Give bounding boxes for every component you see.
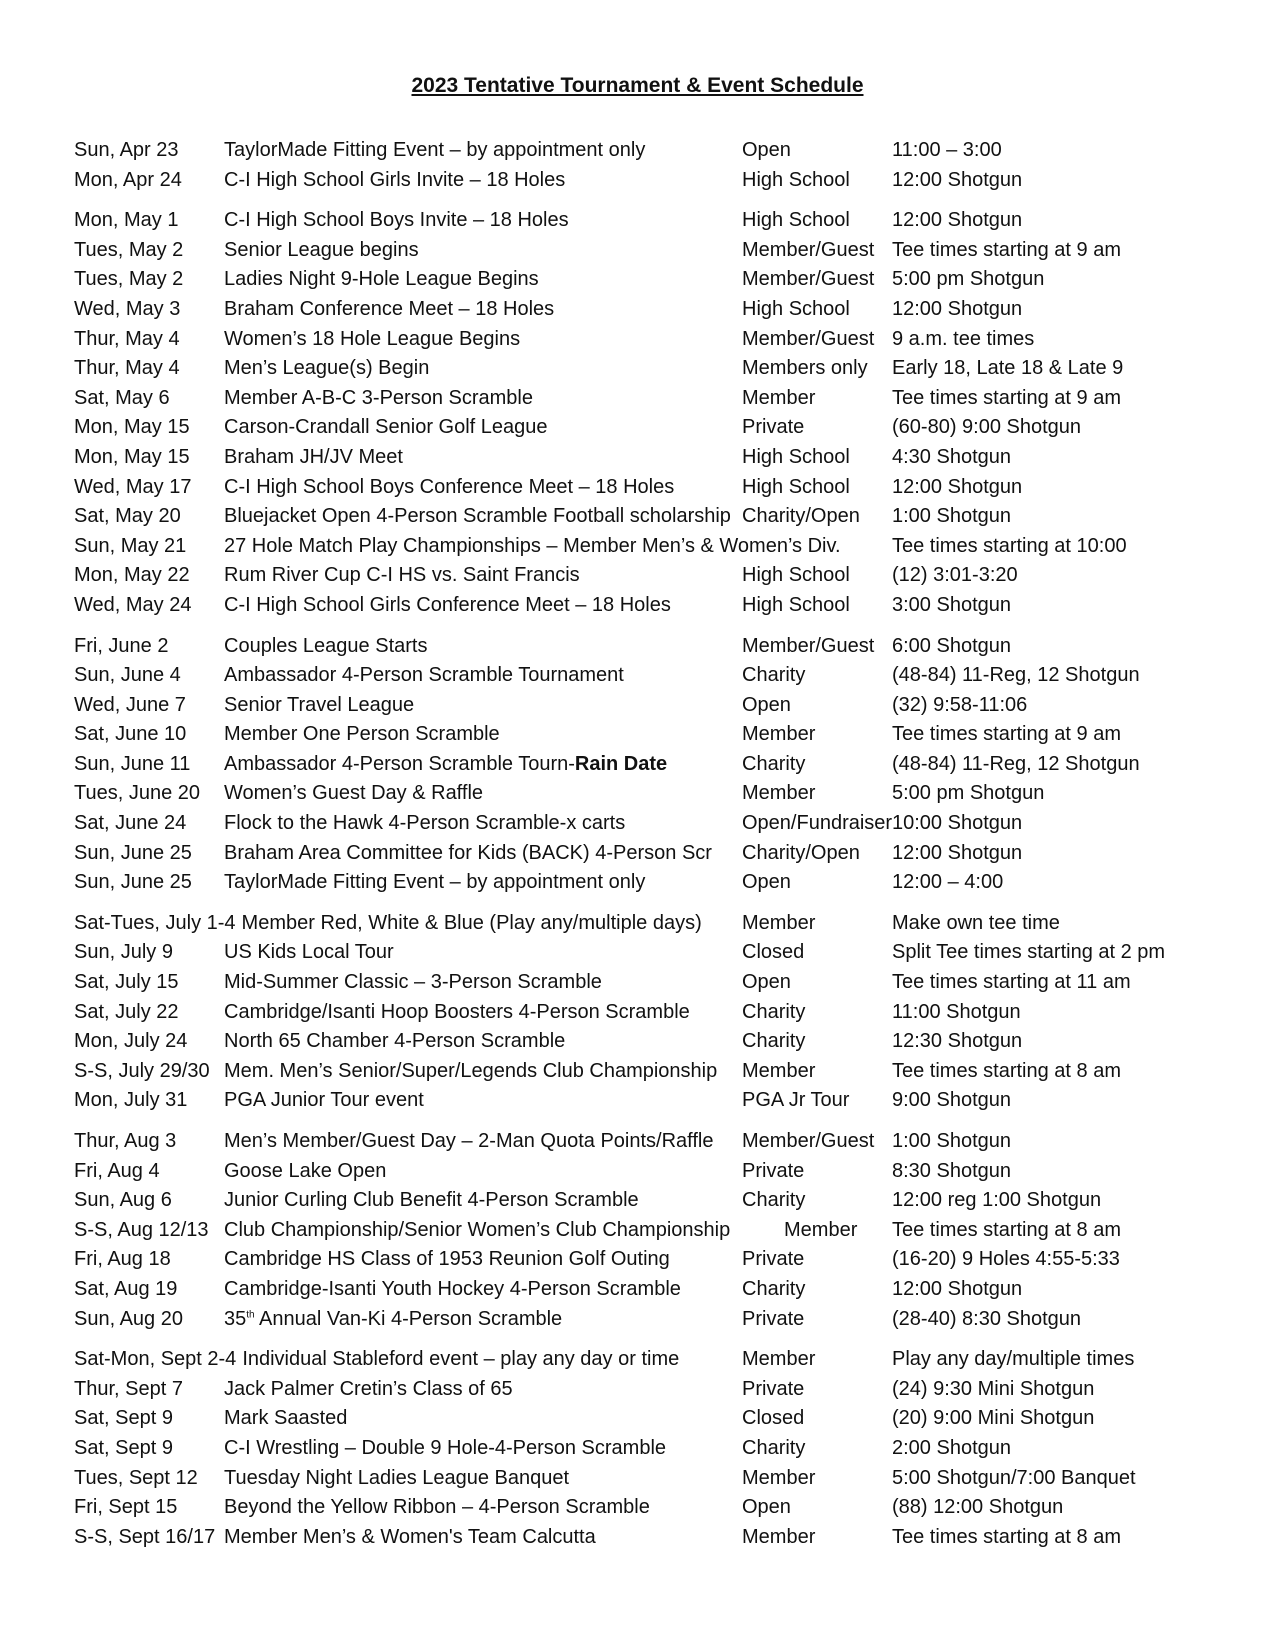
event-time: (48-84) 11-Reg, 12 Shotgun xyxy=(892,664,1140,687)
event-date: Fri, Sept 15 xyxy=(74,1496,178,1519)
event-name-text: 27 Hole Match Play Championships – Member Men’s & Women’s Div. xyxy=(224,534,841,557)
event-category: Charity xyxy=(742,1436,806,1459)
event-name-superscript: th xyxy=(246,1308,255,1320)
event-time: Tee times starting at 10:00 xyxy=(892,534,1127,557)
event-date: Wed, June 7 xyxy=(74,693,186,716)
event-date: Sat, July 22 xyxy=(74,1000,179,1023)
event-time: 9:00 Shotgun xyxy=(892,1089,1011,1112)
event-date: Sat, Sept 9 xyxy=(74,1436,173,1459)
event-date: Fri, Aug 18 xyxy=(74,1248,171,1271)
event-date: Fri, June 2 xyxy=(74,634,169,657)
event-time: (88) 12:00 Shotgun xyxy=(892,1496,1064,1519)
event-name xyxy=(224,632,427,662)
schedule-row xyxy=(74,502,1224,532)
event-name xyxy=(224,1523,596,1553)
event-time: 10:00 Shotgun xyxy=(892,812,1023,835)
event-name xyxy=(224,839,712,869)
event-time: (32) 9:58-11:06 xyxy=(892,693,1028,716)
event-name-text: Braham Area Committee for Kids (BACK) 4-Person Scr xyxy=(224,841,712,864)
event-name xyxy=(224,1057,717,1087)
event-name-text: Mem. Men’s Senior/Super/Legends Club Championship xyxy=(224,1059,718,1082)
schedule-row xyxy=(74,720,1224,750)
schedule-row xyxy=(74,1186,1224,1216)
event-name xyxy=(224,1127,713,1157)
event-name xyxy=(224,591,671,621)
event-time: (12) 3:01-3:20 xyxy=(892,564,1018,587)
event-name-text: North 65 Chamber 4-Person Scramble xyxy=(224,1030,566,1053)
event-date: Sun, June 25 xyxy=(74,871,192,894)
schedule-row xyxy=(74,561,1224,591)
event-name-text: Mid-Summer Classic – 3-Person Scramble xyxy=(224,971,602,994)
schedule-row xyxy=(74,691,1224,721)
schedule-row xyxy=(74,591,1224,621)
event-category: Open xyxy=(742,139,791,161)
event-name-text: Braham JH/JV Meet xyxy=(224,445,403,468)
event-date: Sat, May 6 xyxy=(74,386,170,409)
event-name xyxy=(224,413,548,443)
event-name xyxy=(224,236,419,266)
event-time: Tee times starting at 8 am xyxy=(892,1218,1121,1241)
event-date: Mon, May 15 xyxy=(74,445,190,468)
month-block xyxy=(74,1127,1224,1334)
event-name xyxy=(224,1086,424,1116)
schedule-row xyxy=(74,1375,1224,1405)
schedule-row xyxy=(74,1216,1224,1246)
event-name-text: Ladies Night 9-Hole League Begins xyxy=(224,268,539,291)
event-name xyxy=(224,561,580,591)
event-category: Private xyxy=(742,1307,805,1330)
event-name xyxy=(224,443,403,473)
event-time: 11:00 – 3:00 xyxy=(892,139,1002,161)
event-date: Sun, May 21 xyxy=(74,534,187,557)
event-time: 8:30 Shotgun xyxy=(892,1159,1011,1182)
event-name xyxy=(224,206,569,236)
event-date: Thur, Aug 3 xyxy=(74,1130,177,1152)
event-date: Thur, Sept 7 xyxy=(74,1377,183,1400)
event-name xyxy=(224,998,690,1028)
event-time: Play any day/multiple times xyxy=(892,1348,1135,1371)
schedule-row xyxy=(74,384,1224,414)
event-category: Private xyxy=(742,1159,805,1182)
event-name-text: Annual Van-Ki 4-Person Scramble xyxy=(254,1307,563,1330)
event-category: Charity xyxy=(742,1189,806,1212)
event-date: S-S, Aug 12/13 xyxy=(74,1218,209,1241)
event-category: Open xyxy=(742,871,791,894)
event-name-text: Men’s Member/Guest Day – 2-Man Quota Points/Raffle xyxy=(224,1130,714,1152)
event-category: High School xyxy=(742,564,850,587)
event-category: Member xyxy=(742,1348,816,1371)
event-name xyxy=(224,1157,386,1187)
schedule-row xyxy=(74,661,1224,691)
event-name xyxy=(224,691,414,721)
schedule-row xyxy=(74,206,1224,236)
schedule-row xyxy=(74,1493,1224,1523)
event-name xyxy=(224,1375,513,1405)
month-block xyxy=(74,632,1224,898)
event-date: S-S, July 29/30 xyxy=(74,1059,210,1082)
event-name-bold: Rain Date xyxy=(574,752,668,775)
event-time: Tee times starting at 8 am xyxy=(892,1059,1121,1082)
event-date: Sun, Apr 23 xyxy=(74,139,179,161)
event-name-text: PGA Junior Tour event xyxy=(224,1089,424,1112)
event-name xyxy=(224,1493,650,1523)
event-name-text: US Kids Local Tour xyxy=(224,941,394,964)
event-category: Charity/Open xyxy=(742,841,860,864)
event-category: Charity xyxy=(742,664,806,687)
schedule-row xyxy=(74,532,1224,562)
event-category: Open xyxy=(742,1496,791,1519)
event-time: (20) 9:00 Mini Shotgun xyxy=(892,1407,1095,1430)
schedule-row xyxy=(74,809,1224,839)
event-name xyxy=(224,265,539,295)
event-name xyxy=(224,473,674,503)
event-name-text: Member One Person Scramble xyxy=(224,723,500,746)
page-title: 2023 Tentative Tournament & Event Schedule xyxy=(411,74,864,97)
event-date: Fri, Aug 4 xyxy=(74,1159,160,1182)
schedule-table xyxy=(74,136,1224,1563)
event-category: Member xyxy=(742,782,816,805)
event-date: Sat, June 24 xyxy=(74,812,187,835)
event-name-text: Cambridge-Isanti Youth Hockey 4-Person Scramble xyxy=(224,1277,681,1300)
event-date: Mon, Apr 24 xyxy=(74,168,182,191)
event-name-text: Member Men’s & Women's Team Calcutta xyxy=(224,1525,596,1548)
event-category: Private xyxy=(742,1377,805,1400)
event-name xyxy=(224,1434,666,1464)
event-name xyxy=(224,384,533,414)
event-category: Charity xyxy=(742,752,806,775)
event-category: High School xyxy=(742,475,850,498)
event-category: High School xyxy=(742,445,850,468)
event-name-text: C-I High School Boys Conference Meet – 18 Holes xyxy=(224,475,675,498)
event-date: Thur, May 4 xyxy=(74,357,180,380)
event-time: 12:00 reg 1:00 Shotgun xyxy=(892,1189,1102,1212)
event-time: Tee times starting at 11 am xyxy=(892,971,1131,994)
schedule-row xyxy=(74,325,1224,355)
event-name xyxy=(224,968,602,998)
event-name-text: Senior Travel League xyxy=(224,693,415,716)
event-date: Sat-Mon, Sept 2-4 xyxy=(74,1348,237,1371)
event-name xyxy=(224,166,565,196)
event-category: High School xyxy=(742,297,850,320)
event-time: Tee times starting at 8 am xyxy=(892,1525,1121,1548)
event-category: High School xyxy=(742,209,850,232)
schedule-row xyxy=(74,1345,1224,1375)
event-date: Sat, May 20 xyxy=(74,505,181,528)
event-name xyxy=(242,1345,679,1375)
event-time: Tee times starting at 9 am xyxy=(892,723,1121,746)
schedule-row xyxy=(74,473,1224,503)
event-name-text: Women’s Guest Day & Raffle xyxy=(224,782,484,805)
event-category: Open xyxy=(742,693,791,716)
event-name xyxy=(242,909,702,939)
event-date: Tues, May 2 xyxy=(74,238,184,261)
event-time: 1:00 Shotgun xyxy=(892,505,1011,528)
event-category: Member xyxy=(742,1059,816,1082)
event-name-text: Individual Stableford event – play any day or time xyxy=(242,1348,680,1371)
event-name-text: Bluejacket Open 4-Person Scramble Football scholarship xyxy=(224,505,731,528)
schedule-row xyxy=(74,1275,1224,1305)
event-name xyxy=(224,295,554,325)
event-category: High School xyxy=(742,168,850,191)
schedule-row xyxy=(74,265,1224,295)
event-date: Mon, May 15 xyxy=(74,416,190,439)
event-category: Member/Guest xyxy=(742,268,875,291)
event-category: Charity xyxy=(742,1030,806,1053)
event-name xyxy=(224,1464,569,1494)
event-date: Sat, July 15 xyxy=(74,971,179,994)
event-date: Sun, Aug 6 xyxy=(74,1189,172,1212)
event-category: Open xyxy=(742,971,791,994)
event-name xyxy=(224,532,841,562)
event-category: PGA Jr Tour xyxy=(742,1089,850,1112)
event-date: Mon, July 31 xyxy=(74,1089,188,1112)
schedule-row xyxy=(74,839,1224,869)
event-category: Members only xyxy=(742,357,868,380)
schedule-row xyxy=(74,1027,1224,1057)
event-name-text: Ambassador 4-Person Scramble Tourn- xyxy=(224,752,575,775)
event-date: Tues, May 2 xyxy=(74,268,184,291)
event-time: 12:00 Shotgun xyxy=(892,297,1023,320)
event-name-text: Flock to the Hawk 4-Person Scramble-x carts xyxy=(224,812,626,835)
schedule-row xyxy=(74,1086,1224,1116)
event-category: Charity xyxy=(742,1000,806,1023)
event-time: Tee times starting at 9 am xyxy=(892,238,1121,261)
event-category: High School xyxy=(742,593,850,616)
event-name-text: Goose Lake Open xyxy=(224,1159,387,1182)
event-name-text: Carson-Crandall Senior Golf League xyxy=(224,416,548,439)
event-time: 3:00 Shotgun xyxy=(892,593,1011,616)
event-name xyxy=(224,750,667,780)
event-date: Wed, May 17 xyxy=(74,475,192,498)
event-name-text: Cambridge/Isanti Hoop Boosters 4-Person Scramble xyxy=(224,1000,690,1023)
event-name xyxy=(224,502,731,532)
schedule-row xyxy=(74,1523,1224,1553)
event-date: Wed, May 24 xyxy=(74,593,192,616)
event-category: Member xyxy=(742,723,816,746)
event-date: Mon, May 1 xyxy=(74,209,179,232)
event-name xyxy=(224,1216,730,1246)
schedule-row xyxy=(74,1245,1224,1275)
event-time: 5:00 pm Shotgun xyxy=(892,268,1045,291)
event-category: Closed xyxy=(742,941,805,964)
event-name-text: Jack Palmer Cretin’s Class of 65 xyxy=(224,1377,513,1400)
event-time: (60-80) 9:00 Shotgun xyxy=(892,416,1082,439)
event-name xyxy=(224,938,394,968)
event-name-text: Ambassador 4-Person Scramble Tournament xyxy=(224,664,624,687)
event-time: Early 18, Late 18 & Late 9 xyxy=(892,357,1124,380)
schedule-row xyxy=(74,909,1224,939)
event-date: Sat, Sept 9 xyxy=(74,1407,173,1430)
event-name-text: Women’s 18 Hole League Begins xyxy=(224,327,521,350)
event-name-text: Men’s League(s) Begin xyxy=(224,357,430,380)
schedule-row xyxy=(74,166,1224,196)
event-time: 2:00 Shotgun xyxy=(892,1436,1011,1459)
event-date: Mon, July 24 xyxy=(74,1030,188,1053)
month-block xyxy=(74,909,1224,1116)
event-date: Wed, May 3 xyxy=(74,297,181,320)
event-name-text: Senior League begins xyxy=(224,238,419,261)
event-date: Thur, May 4 xyxy=(74,327,180,350)
schedule-row xyxy=(74,236,1224,266)
event-category: Member xyxy=(742,386,816,409)
event-category: Member xyxy=(742,1466,816,1489)
event-category: Private xyxy=(742,1248,805,1271)
event-time: Split Tee times starting at 2 pm xyxy=(892,941,1166,964)
event-category: Member/Guest xyxy=(742,634,875,657)
event-date: Sun, Aug 20 xyxy=(74,1307,183,1330)
event-category: Member/Guest xyxy=(742,1130,875,1152)
event-date: Sat-Tues, July 1-4 xyxy=(74,911,236,934)
event-name-text: Mark Saasted xyxy=(224,1407,348,1430)
event-name xyxy=(224,1275,681,1305)
event-time: 5:00 pm Shotgun xyxy=(892,782,1045,805)
schedule-row xyxy=(74,1157,1224,1187)
schedule-row xyxy=(74,779,1224,809)
event-name-prefix: 35 xyxy=(224,1307,247,1330)
event-name-text: Rum River Cup C-I HS vs. Saint Francis xyxy=(224,564,580,587)
event-date: Sun, June 25 xyxy=(74,841,192,864)
event-name-text: Member Red, White & Blue (Play any/multiple days) xyxy=(241,911,702,934)
event-category: Charity/Open xyxy=(742,505,860,528)
event-time: Tee times starting at 9 am xyxy=(892,386,1121,409)
schedule-row xyxy=(74,1464,1224,1494)
month-block xyxy=(74,1345,1224,1552)
event-time: 12:00 – 4:00 xyxy=(892,871,1004,894)
schedule-row xyxy=(74,413,1224,443)
event-time: (48-84) 11-Reg, 12 Shotgun xyxy=(892,752,1140,775)
event-name-text: Beyond the Yellow Ribbon – 4-Person Scramble xyxy=(224,1496,650,1519)
event-time: 12:00 Shotgun xyxy=(892,475,1023,498)
event-category: Charity xyxy=(742,1277,806,1300)
event-date: Sun, July 9 xyxy=(74,941,173,964)
schedule-row xyxy=(74,1305,1224,1335)
schedule-row xyxy=(74,295,1224,325)
event-time: Make own tee time xyxy=(892,911,1060,934)
event-date: Sun, June 11 xyxy=(74,752,191,775)
event-name xyxy=(224,354,429,384)
event-name-text: Tuesday Night Ladies League Banquet xyxy=(224,1466,570,1489)
event-name xyxy=(224,868,645,898)
event-name-text: C-I Wrestling – Double 9 Hole-4-Person Scramble xyxy=(224,1436,667,1459)
event-name-text: Club Championship/Senior Women’s Club Championship xyxy=(224,1218,731,1241)
event-name-text: C-I High School Girls Conference Meet – 18 Holes xyxy=(224,593,671,616)
event-time: (16-20) 9 Holes 4:55-5:33 xyxy=(892,1248,1120,1271)
schedule-row xyxy=(74,632,1224,662)
event-time: 12:00 Shotgun xyxy=(892,841,1023,864)
event-time: 12:00 Shotgun xyxy=(892,1277,1023,1300)
event-date: Sun, June 4 xyxy=(74,664,181,687)
schedule-row xyxy=(74,998,1224,1028)
event-name xyxy=(224,1027,565,1057)
event-category: Member/Guest xyxy=(742,238,875,261)
event-name-text: Couples League Starts xyxy=(224,634,428,657)
event-time: 11:00 Shotgun xyxy=(892,1000,1021,1023)
schedule-row xyxy=(74,938,1224,968)
event-name xyxy=(224,136,645,166)
schedule-row xyxy=(74,1434,1224,1464)
schedule-row xyxy=(74,1127,1224,1157)
event-time: 5:00 Shotgun/7:00 Banquet xyxy=(892,1466,1136,1489)
event-time: 12:00 Shotgun xyxy=(892,209,1023,232)
event-category: Member xyxy=(742,1525,816,1548)
event-time: (28-40) 8:30 Shotgun xyxy=(892,1307,1082,1330)
event-name-text: Cambridge HS Class of 1953 Reunion Golf Outing xyxy=(224,1248,670,1271)
schedule-row xyxy=(74,443,1224,473)
event-name xyxy=(224,779,483,809)
event-name-text: C-I High School Boys Invite – 18 Holes xyxy=(224,209,569,232)
event-date: Tues, June 20 xyxy=(74,782,201,805)
event-category: Member xyxy=(742,911,816,934)
event-category: Open/Fundraiser xyxy=(742,812,893,835)
event-name xyxy=(224,809,625,839)
event-time: 1:00 Shotgun xyxy=(892,1130,1011,1152)
event-category: Closed xyxy=(742,1407,805,1430)
event-name-text: Member A-B-C 3-Person Scramble xyxy=(224,386,533,409)
event-category: Member xyxy=(784,1218,858,1241)
schedule-row xyxy=(74,868,1224,898)
event-name xyxy=(224,1245,670,1275)
event-name xyxy=(224,1305,562,1335)
event-name-text: TaylorMade Fitting Event – by appointment only xyxy=(224,871,646,894)
event-name xyxy=(224,1404,347,1434)
event-time: 12:00 Shotgun xyxy=(892,168,1023,191)
event-category: Member/Guest xyxy=(742,327,875,350)
event-time: 9 a.m. tee times xyxy=(892,327,1035,350)
schedule-row xyxy=(74,136,1224,166)
month-block xyxy=(74,206,1224,620)
event-name xyxy=(224,1186,639,1216)
event-date: Mon, May 22 xyxy=(74,564,190,587)
schedule-row xyxy=(74,750,1224,780)
event-name xyxy=(224,720,500,750)
event-date: Sat, Aug 19 xyxy=(74,1277,178,1300)
event-name-text: Braham Conference Meet – 18 Holes xyxy=(224,297,555,320)
event-time: 6:00 Shotgun xyxy=(892,634,1011,657)
schedule-row xyxy=(74,1057,1224,1087)
event-time: 12:30 Shotgun xyxy=(892,1030,1023,1053)
event-date: S-S, Sept 16/17 xyxy=(74,1525,216,1548)
event-name xyxy=(224,325,520,355)
month-block xyxy=(74,136,1224,195)
event-date: Tues, Sept 12 xyxy=(74,1466,198,1489)
event-category: Private xyxy=(742,416,805,439)
schedule-row xyxy=(74,354,1224,384)
event-name-text: Junior Curling Club Benefit 4-Person Scramble xyxy=(224,1189,639,1212)
event-time: (24) 9:30 Mini Shotgun xyxy=(892,1377,1095,1400)
event-date: Sat, June 10 xyxy=(74,723,187,746)
event-time: 4:30 Shotgun xyxy=(892,445,1011,468)
schedule-row xyxy=(74,968,1224,998)
event-name-text: TaylorMade Fitting Event – by appointment only xyxy=(224,139,646,161)
event-name-text: C-I High School Girls Invite – 18 Holes xyxy=(224,168,566,191)
schedule-row xyxy=(74,1404,1224,1434)
event-name xyxy=(224,661,624,691)
